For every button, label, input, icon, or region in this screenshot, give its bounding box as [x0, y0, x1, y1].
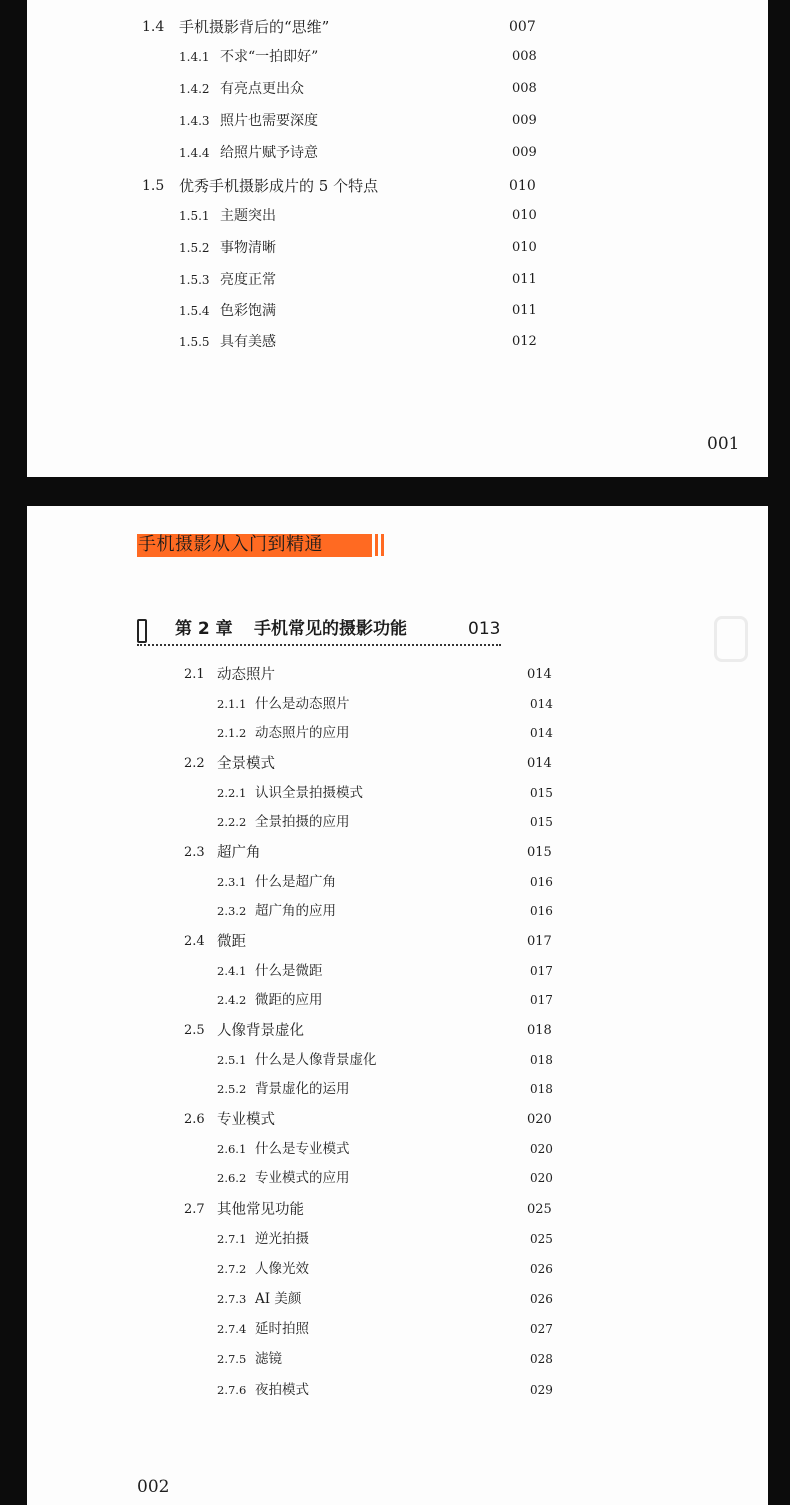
toc-entry-page: 015: [530, 786, 553, 800]
toc-entry-title: 夜拍模式: [255, 1382, 309, 1398]
toc-entry-title: 动态照片: [217, 667, 275, 683]
toc-entry-number: 2.6.2: [217, 1171, 247, 1185]
toc-entry-page: 016: [530, 875, 553, 889]
running-header-title: 手机摄影从入门到精通: [138, 534, 323, 555]
toc-entry-page: 008: [512, 81, 537, 96]
toc-entry-number: 2.6.1: [217, 1142, 247, 1156]
toc-entry-number: 2.1.2: [217, 726, 247, 740]
toc-entry-page: 010: [509, 178, 536, 194]
toc-entry-title: 什么是动态照片: [255, 696, 350, 712]
toc-entry-page: 018: [530, 1053, 553, 1067]
toc-subsection-entry: [27, 692, 768, 716]
toc-entry-title: 人像光效: [255, 1261, 309, 1277]
toc-entry-page: 011: [512, 303, 537, 318]
toc-entry-number: 1.5: [142, 178, 165, 194]
toc-entry-number: 2.7.4: [217, 1322, 247, 1336]
toc-entry-title: 滤镜: [255, 1351, 282, 1367]
toc-entry-number: 1.5.1: [179, 209, 210, 223]
toc-section-entry: [27, 1198, 768, 1222]
toc-entry-number: 1.4.1: [179, 50, 210, 64]
toc-subsection-entry: [27, 45, 768, 69]
toc-entry-title: 什么是微距: [255, 963, 323, 979]
toc-entry-title: 给照片赋予诗意: [220, 145, 318, 161]
toc-entry-title: 背景虚化的运用: [255, 1081, 350, 1097]
toc-page-1: [27, 0, 768, 477]
chapter-bracket-icon: [137, 619, 147, 643]
toc-entry-page: 007: [509, 19, 536, 35]
toc-subsection-entry: [27, 204, 768, 228]
toc-entry-title: 有亮点更出众: [220, 81, 304, 97]
toc-entry-page: 026: [530, 1292, 553, 1306]
toc-subsection-entry: [27, 268, 768, 292]
toc-entry-title: 具有美感: [220, 334, 276, 350]
toc-entry-title: 专业模式的应用: [255, 1170, 350, 1186]
toc-entry-title: 全景拍摄的应用: [255, 814, 350, 830]
header-bar-decoration: [381, 534, 384, 556]
toc-entry-page: 014: [527, 756, 552, 771]
toc-entry-page: 017: [530, 993, 553, 1007]
toc-entry-page: 028: [530, 1352, 553, 1366]
toc-entry-title: 人像背景虚化: [217, 1023, 304, 1039]
toc-entry-title: 延时拍照: [255, 1321, 309, 1337]
toc-entry-page: 025: [530, 1232, 553, 1246]
toc-entry-title: 事物清晰: [220, 240, 276, 256]
toc-subsection-entry: [27, 810, 768, 834]
toc-entry-number: 2.1: [184, 667, 205, 682]
toc-entry-number: 2.7.1: [217, 1232, 247, 1246]
toc-entry-number: 2.3.2: [217, 904, 247, 918]
toc-entry-page: 008: [512, 49, 537, 64]
toc-entry-page: 017: [527, 934, 552, 949]
toc-entry-title: 专业模式: [217, 1112, 275, 1128]
toc-entry-number: 1.5.5: [179, 335, 210, 349]
toc-entry-number: 2.7.3: [217, 1292, 247, 1306]
toc-subsection-entry: [27, 1137, 768, 1161]
toc-subsection-entry: [27, 141, 768, 165]
toc-entry-title: 全景模式: [217, 756, 275, 772]
toc-section-entry: [27, 930, 768, 954]
toc-entry-title: 不求“一拍即好”: [220, 49, 319, 65]
toc-subsection-entry: [27, 1227, 768, 1251]
toc-entry-number: 1.4.2: [179, 82, 210, 96]
toc-entry-title: 什么是超广角: [255, 874, 336, 890]
toc-entry-number: 2.2.2: [217, 815, 247, 829]
toc-entry-number: 2.4: [184, 934, 205, 949]
toc-entry-number: 1.4.3: [179, 114, 210, 128]
toc-entry-number: 1.4.4: [179, 146, 210, 160]
toc-entry-title: 亮度正常: [220, 272, 276, 288]
toc-subsection-entry: [27, 330, 768, 354]
toc-entry-title: 超广角: [217, 845, 261, 861]
toc-entry-page: 014: [530, 697, 553, 711]
toc-subsection-entry: [27, 1347, 768, 1371]
chapter-dotted-rule: [137, 644, 501, 646]
chapter-page: 013: [468, 619, 501, 639]
toc-entry-title: 其他常见功能: [217, 1202, 304, 1218]
toc-subsection-entry: [27, 721, 768, 745]
header-bar-decoration: [375, 534, 378, 556]
toc-entry-page: 016: [530, 904, 553, 918]
toc-entry-page: 011: [512, 272, 537, 287]
toc-subsection-entry: [27, 988, 768, 1012]
toc-section-entry: [27, 15, 768, 39]
toc-entry-page: 027: [530, 1322, 553, 1336]
toc-entry-page: 018: [527, 1023, 552, 1038]
toc-entry-title: 微距: [217, 934, 246, 950]
toc-entry-title: 手机摄影背后的“思维”: [179, 18, 330, 36]
toc-section-entry: [27, 1108, 768, 1132]
toc-entry-page: 015: [527, 845, 552, 860]
toc-entry-page: 015: [530, 815, 553, 829]
toc-entry-number: 2.4.1: [217, 964, 247, 978]
toc-subsection-entry: [27, 1287, 768, 1311]
toc-section-entry: [27, 841, 768, 865]
chapter-label: 第 2 章: [175, 619, 233, 639]
toc-entry-number: 2.4.2: [217, 993, 247, 1007]
toc-entry-title: 什么是专业模式: [255, 1141, 350, 1157]
toc-entry-page: 025: [527, 1202, 552, 1217]
toc-entry-number: 2.5: [184, 1023, 205, 1038]
toc-section-entry: [27, 663, 768, 687]
toc-entry-title: AI 美颜: [255, 1291, 302, 1307]
toc-entry-page: 017: [530, 964, 553, 978]
page-number: 001: [707, 434, 740, 454]
toc-entry-title: 动态照片的应用: [255, 725, 350, 741]
toc-entry-page: 009: [512, 113, 537, 128]
toc-entry-title: 主题突出: [220, 208, 276, 224]
toc-entry-page: 010: [512, 240, 537, 255]
toc-entry-number: 2.3: [184, 845, 205, 860]
toc-subsection-entry: [27, 781, 768, 805]
toc-subsection-entry: [27, 1166, 768, 1190]
toc-entry-title: 逆光拍摄: [255, 1231, 309, 1247]
toc-entry-title: 色彩饱满: [220, 303, 276, 319]
toc-entry-page: 020: [530, 1142, 553, 1156]
toc-entry-page: 020: [527, 1112, 552, 1127]
toc-subsection-entry: [27, 870, 768, 894]
toc-subsection-entry: [27, 299, 768, 323]
toc-entry-title: 微距的应用: [255, 992, 323, 1008]
toc-subsection-entry: [27, 109, 768, 133]
toc-entry-number: 2.5.1: [217, 1053, 247, 1067]
toc-section-entry: [27, 752, 768, 776]
toc-subsection-entry: [27, 1048, 768, 1072]
toc-subsection-entry: [27, 1077, 768, 1101]
bleed-through-mark: [714, 616, 748, 662]
toc-entry-page: 018: [530, 1082, 553, 1096]
toc-page-2: [27, 506, 768, 1505]
toc-entry-title: 超广角的应用: [255, 903, 336, 919]
toc-subsection-entry: [27, 1317, 768, 1341]
toc-entry-number: 2.7: [184, 1202, 205, 1217]
toc-subsection-entry: [27, 236, 768, 260]
toc-entry-number: 2.6: [184, 1112, 205, 1127]
toc-entry-title: 照片也需要深度: [220, 113, 318, 129]
toc-entry-page: 014: [530, 726, 553, 740]
toc-subsection-entry: [27, 1378, 768, 1402]
toc-entry-title: 认识全景拍摄模式: [255, 785, 363, 801]
toc-entry-number: 2.7.5: [217, 1352, 247, 1366]
chapter-title: 手机常见的摄影功能: [254, 619, 407, 639]
toc-entry-number: 2.7.2: [217, 1262, 247, 1276]
toc-entry-number: 2.1.1: [217, 697, 247, 711]
toc-entry-page: 029: [530, 1383, 553, 1397]
toc-entry-page: 012: [512, 334, 537, 349]
toc-entry-page: 026: [530, 1262, 553, 1276]
toc-subsection-entry: [27, 959, 768, 983]
toc-entry-page: 009: [512, 145, 537, 160]
toc-subsection-entry: [27, 1257, 768, 1281]
toc-entry-number: 2.7.6: [217, 1383, 247, 1397]
toc-entry-title: 优秀手机摄影成片的 5 个特点: [179, 177, 379, 195]
toc-entry-page: 014: [527, 667, 552, 682]
toc-entry-number: 1.4: [142, 19, 165, 35]
toc-entry-number: 2.2.1: [217, 786, 247, 800]
toc-entry-number: 2.5.2: [217, 1082, 247, 1096]
toc-entry-title: 什么是人像背景虚化: [255, 1052, 377, 1068]
page-number: 002: [137, 1477, 170, 1497]
toc-subsection-entry: [27, 77, 768, 101]
toc-entry-number: 2.3.1: [217, 875, 247, 889]
toc-entry-page: 020: [530, 1171, 553, 1185]
toc-section-entry: [27, 174, 768, 198]
toc-section-entry: [27, 1019, 768, 1043]
toc-entry-number: 1.5.2: [179, 241, 210, 255]
toc-entry-number: 1.5.3: [179, 273, 210, 287]
toc-entry-number: 1.5.4: [179, 304, 210, 318]
toc-entry-number: 2.2: [184, 756, 205, 771]
toc-entry-page: 010: [512, 208, 537, 223]
toc-subsection-entry: [27, 899, 768, 923]
